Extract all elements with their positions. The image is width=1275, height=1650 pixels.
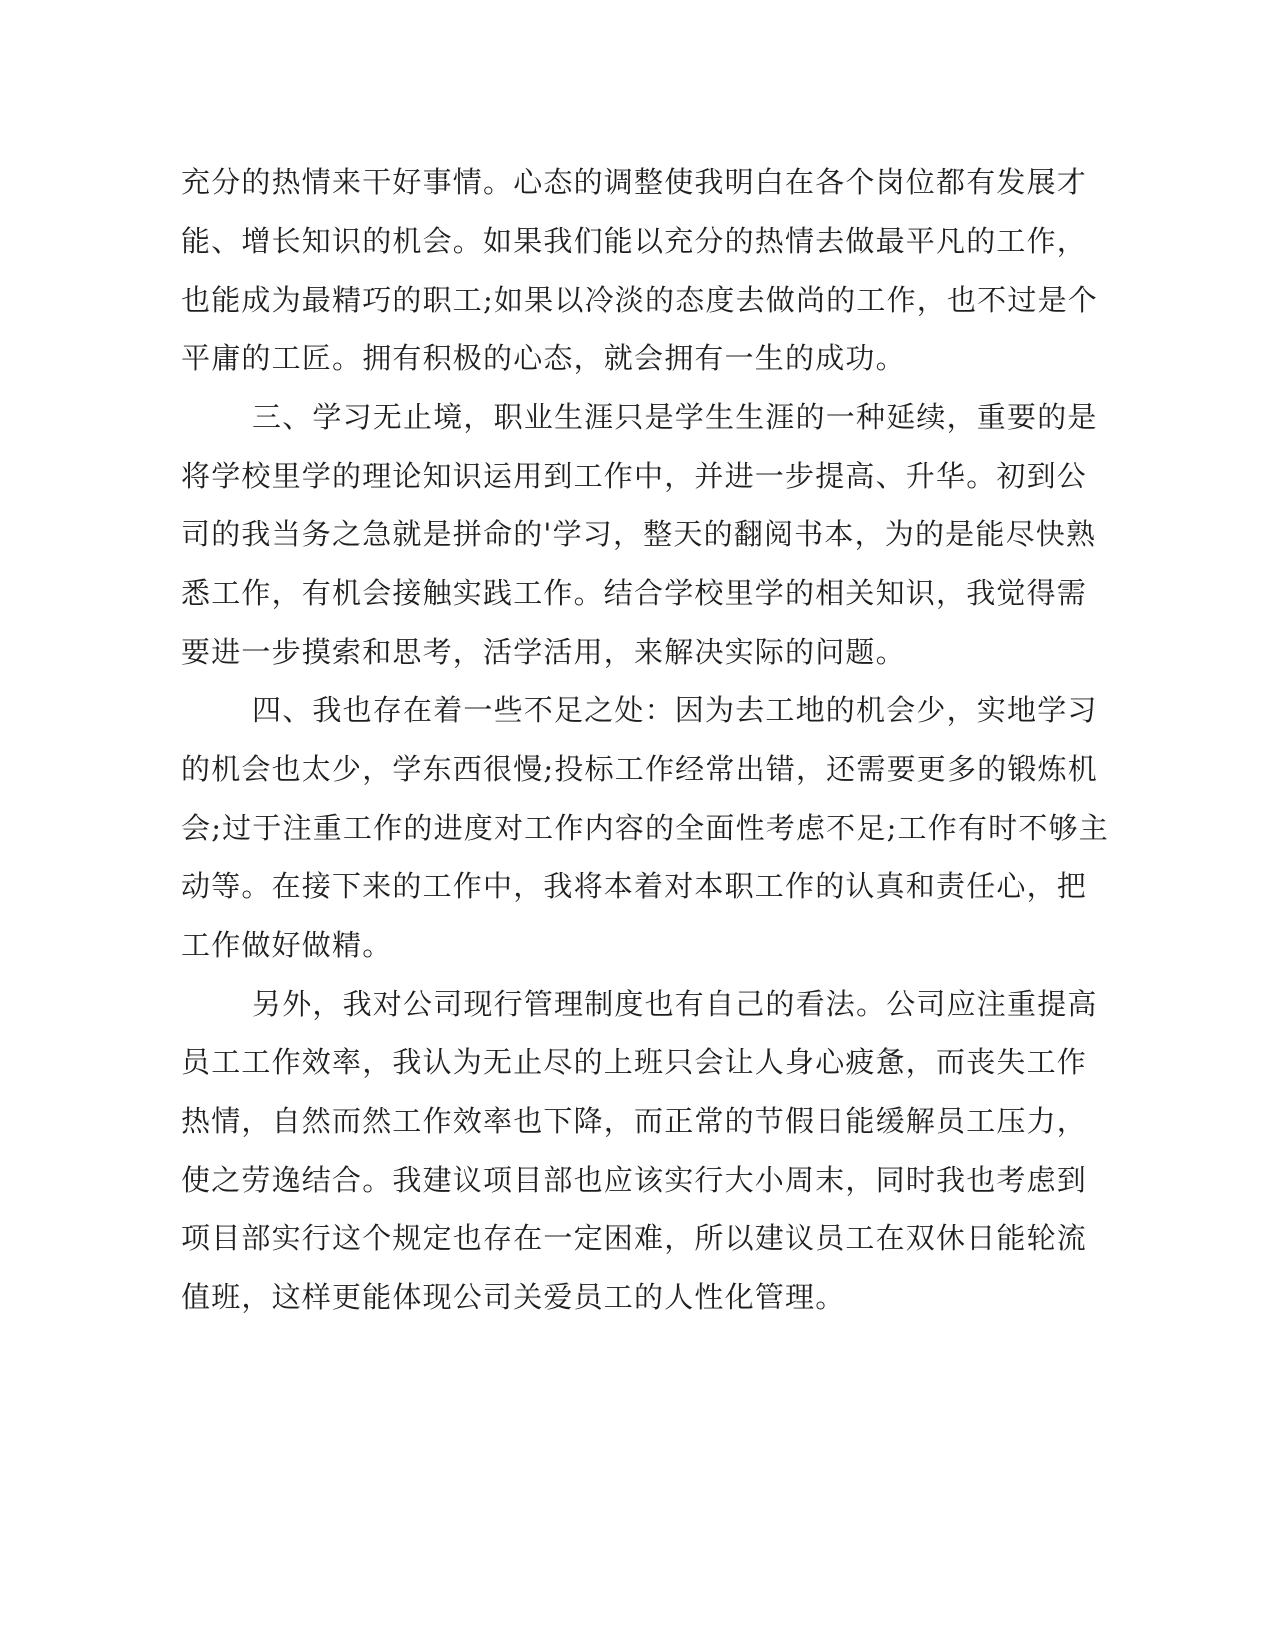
text-line: 项目部实行这个规定也存在一定困难，所以建议员工在双休日能轮流	[181, 1221, 1088, 1255]
text-line: 司的我当务之急就是拼命的'学习，整天的翻阅书本，为的是能尽快熟	[181, 517, 1097, 551]
text-line: 也能成为最精巧的职工;如果以冷淡的态度去做尚的工作，也不过是个	[181, 283, 1098, 317]
text-line: 将学校里学的理论知识运用到工作中，并进一步提高、升华。初到公	[181, 459, 1088, 493]
text-line: 悉工作，有机会接触实践工作。结合学校里学的相关知识，我觉得需	[181, 576, 1088, 610]
paragraph-3-first-line: 三、学习无止境，职业生涯只是学生生涯的一种延续，重要的是	[252, 400, 1098, 434]
text-line: 值班，这样更能体现公司关爱员工的人性化管理。	[181, 1280, 846, 1314]
paragraph-4-first-line: 四、我也存在着一些不足之处：因为去工地的机会少，实地学习	[252, 693, 1098, 727]
text-line: 工作做好做精。	[181, 928, 393, 962]
text-line: 使之劳逸结合。我建议项目部也应该实行大小周末，同时我也考虑到	[181, 1163, 1088, 1197]
paragraph-5-first-line: 另外，我对公司现行管理制度也有自己的看法。公司应注重提高	[252, 987, 1098, 1021]
text-line: 能、增长知识的机会。如果我们能以充分的热情去做最平凡的工作，	[181, 224, 1088, 258]
text-line: 动等。在接下来的工作中，我将本着对本职工作的认真和责任心，把	[181, 869, 1088, 903]
text-line: 员工工作效率，我认为无止尽的上班只会让人身心疲惫，而丧失工作	[181, 1045, 1088, 1079]
text-line: 热情，自然而然工作效率也下降，而正常的节假日能缓解员工压力，	[181, 1104, 1088, 1138]
text-line: 平庸的工匠。拥有积极的心态，就会拥有一生的成功。	[181, 341, 906, 375]
text-line: 充分的热情来干好事情。心态的调整使我明白在各个岗位都有发展才	[181, 165, 1088, 199]
text-line: 会;过于注重工作的进度对工作内容的全面性考虑不足;工作有时不够主	[181, 811, 1109, 845]
text-line: 的机会也太少，学东西很慢;投标工作经常出错，还需要更多的锻炼机	[181, 752, 1098, 786]
text-line: 要进一步摸索和思考，活学活用，来解决实际的问题。	[181, 635, 906, 669]
